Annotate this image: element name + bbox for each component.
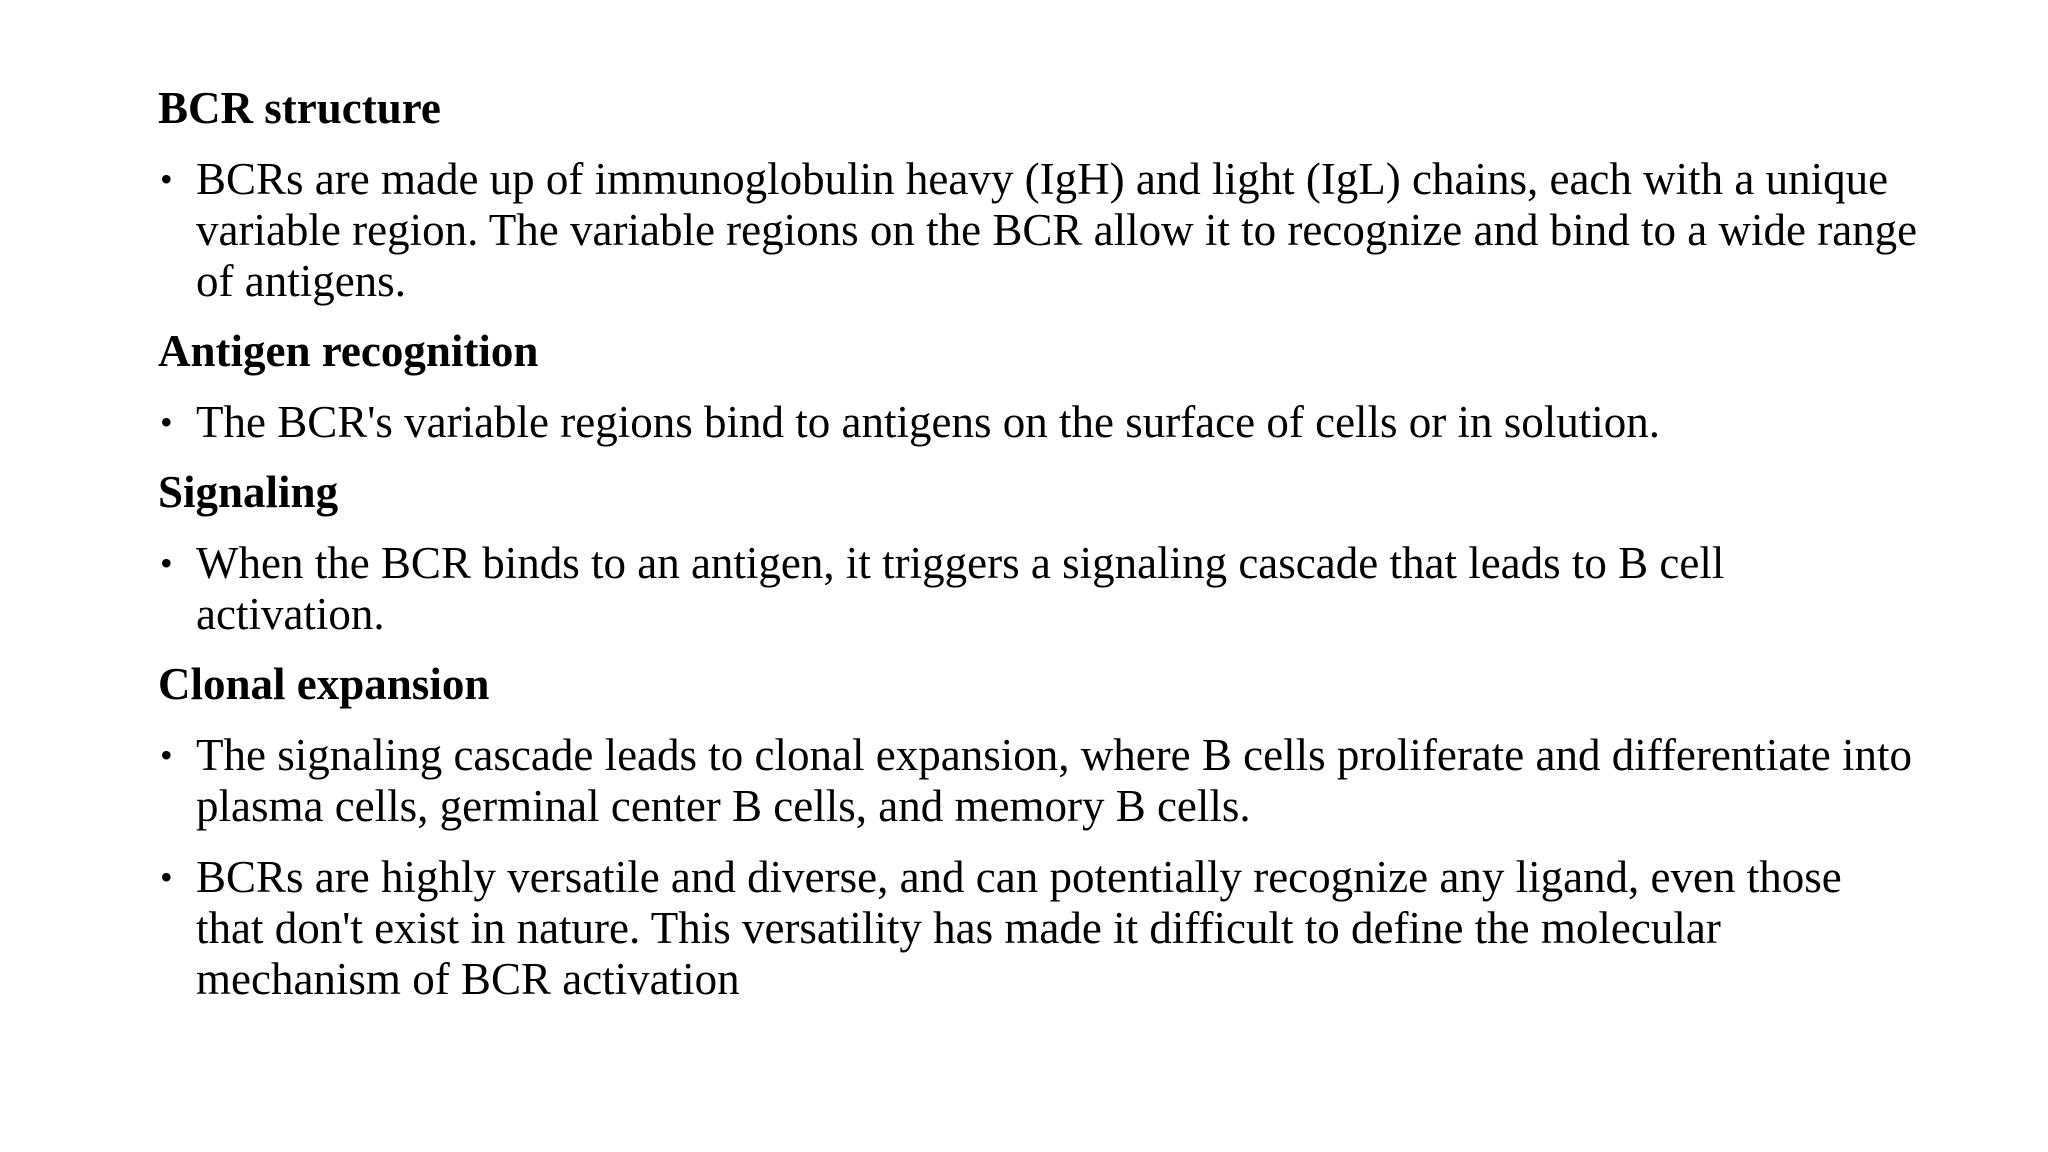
bullet-item: [158, 538, 1918, 640]
section-antigen-recognition: [158, 325, 1918, 448]
bullet-icon: •: [160, 159, 173, 199]
bullet-text: BCRs are highly versatile and diverse, and can potentially recognize any ligand, even those that don't exist in nature. This versatility has made it difficult to define the molecular mechanism of BCR activation: [196, 852, 1842, 1004]
section-heading: Antigen recognition: [158, 326, 539, 376]
bullet-icon: •: [160, 857, 173, 897]
bullet-item: [158, 730, 1918, 832]
slide-content: [158, 82, 1918, 1023]
bullet-icon: •: [160, 402, 173, 442]
bullet-text: BCRs are made up of immunoglobulin heavy (IgH) and light (IgL) chains, each with a unique variable region. The variable regions on the BCR allow it to recognize and bind to a wide range of antigens.: [196, 154, 1918, 306]
section-heading: Clonal expansion: [158, 659, 490, 709]
bullet-item: [158, 852, 1918, 1005]
bullet-icon: •: [160, 543, 173, 583]
section-heading: BCR structure: [158, 83, 441, 133]
section-signaling: [158, 466, 1918, 640]
bullet-item: [158, 154, 1918, 307]
bullet-list: [158, 730, 1918, 1005]
bullet-item: [158, 397, 1918, 448]
bullet-text: When the BCR binds to an antigen, it triggers a signaling cascade that leads to B cell activation.: [196, 538, 1725, 639]
section-bcr-structure: [158, 82, 1918, 307]
bullet-list: [158, 154, 1918, 307]
bullet-icon: •: [160, 735, 173, 775]
bullet-text: The signaling cascade leads to clonal expansion, where B cells proliferate and differentiate into plasma cells, germinal center B cells, and memory B cells.: [196, 730, 1913, 831]
bullet-text: The BCR's variable regions bind to antigens on the surface of cells or in solution.: [196, 397, 1661, 447]
bullet-list: [158, 397, 1918, 448]
section-clonal-expansion: [158, 658, 1918, 1005]
section-heading: Signaling: [158, 467, 339, 517]
bullet-list: [158, 538, 1918, 640]
